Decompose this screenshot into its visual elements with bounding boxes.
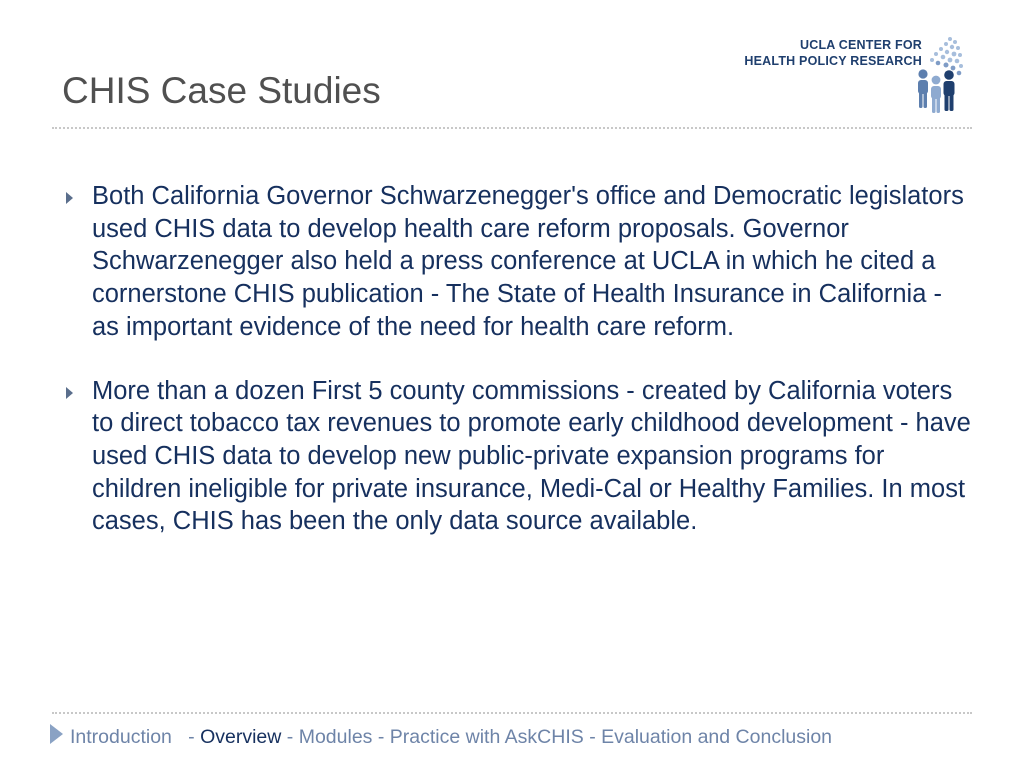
triangle-marker-icon xyxy=(50,724,63,744)
slide-title: CHIS Case Studies xyxy=(62,70,381,111)
section-nav xyxy=(70,726,832,749)
ucla-center-logo xyxy=(745,33,980,123)
triangle-bullet-icon xyxy=(66,387,73,399)
bullet-text: Both California Governor Schwarzenegger's office and Democratic legislators used CHIS data to develop health care reform proposals. Governor Schwarzenegger also held a press conference at UCLA in which he cited a cornerstone CHIS publication - The State of Health Insurance in California - as important evidence of the need for health care reform. xyxy=(92,182,964,341)
nav-item-introduction[interactable]: Introduction xyxy=(70,726,172,748)
bullet-text: More than a dozen First 5 county commissions - created by California voters to direct tobacco tax revenues to promote early childhood development - have used CHIS data to develop new public-private expansion programs for children ineligible for private insurance, Medi-Cal or Healthy Families. In most cases, CHIS has been the only data source available. xyxy=(92,376,971,536)
logo-text xyxy=(744,37,922,69)
nav-separator: - xyxy=(286,726,294,748)
nav-item-evaluation[interactable]: Evaluation and Conclusion xyxy=(601,726,833,748)
nav-item-practice[interactable]: Practice with AskCHIS xyxy=(389,726,584,748)
bullet-item xyxy=(62,375,972,539)
footer-divider xyxy=(52,712,972,714)
people-group-icon xyxy=(908,33,968,123)
bullet-item xyxy=(62,180,972,344)
nav-separator: - xyxy=(589,726,596,748)
logo-line-1: UCLA CENTER FOR xyxy=(800,38,922,52)
footer-navigation xyxy=(50,722,1020,756)
nav-separator: - xyxy=(377,726,385,748)
logo-line-2: HEALTH POLICY RESEARCH xyxy=(744,54,922,68)
title-divider xyxy=(52,127,972,129)
bullet-list xyxy=(62,180,972,569)
triangle-bullet-icon xyxy=(66,192,73,204)
nav-separator: - xyxy=(188,726,195,748)
nav-item-modules[interactable]: Modules xyxy=(298,726,373,748)
nav-item-overview[interactable]: Overview xyxy=(200,726,282,748)
